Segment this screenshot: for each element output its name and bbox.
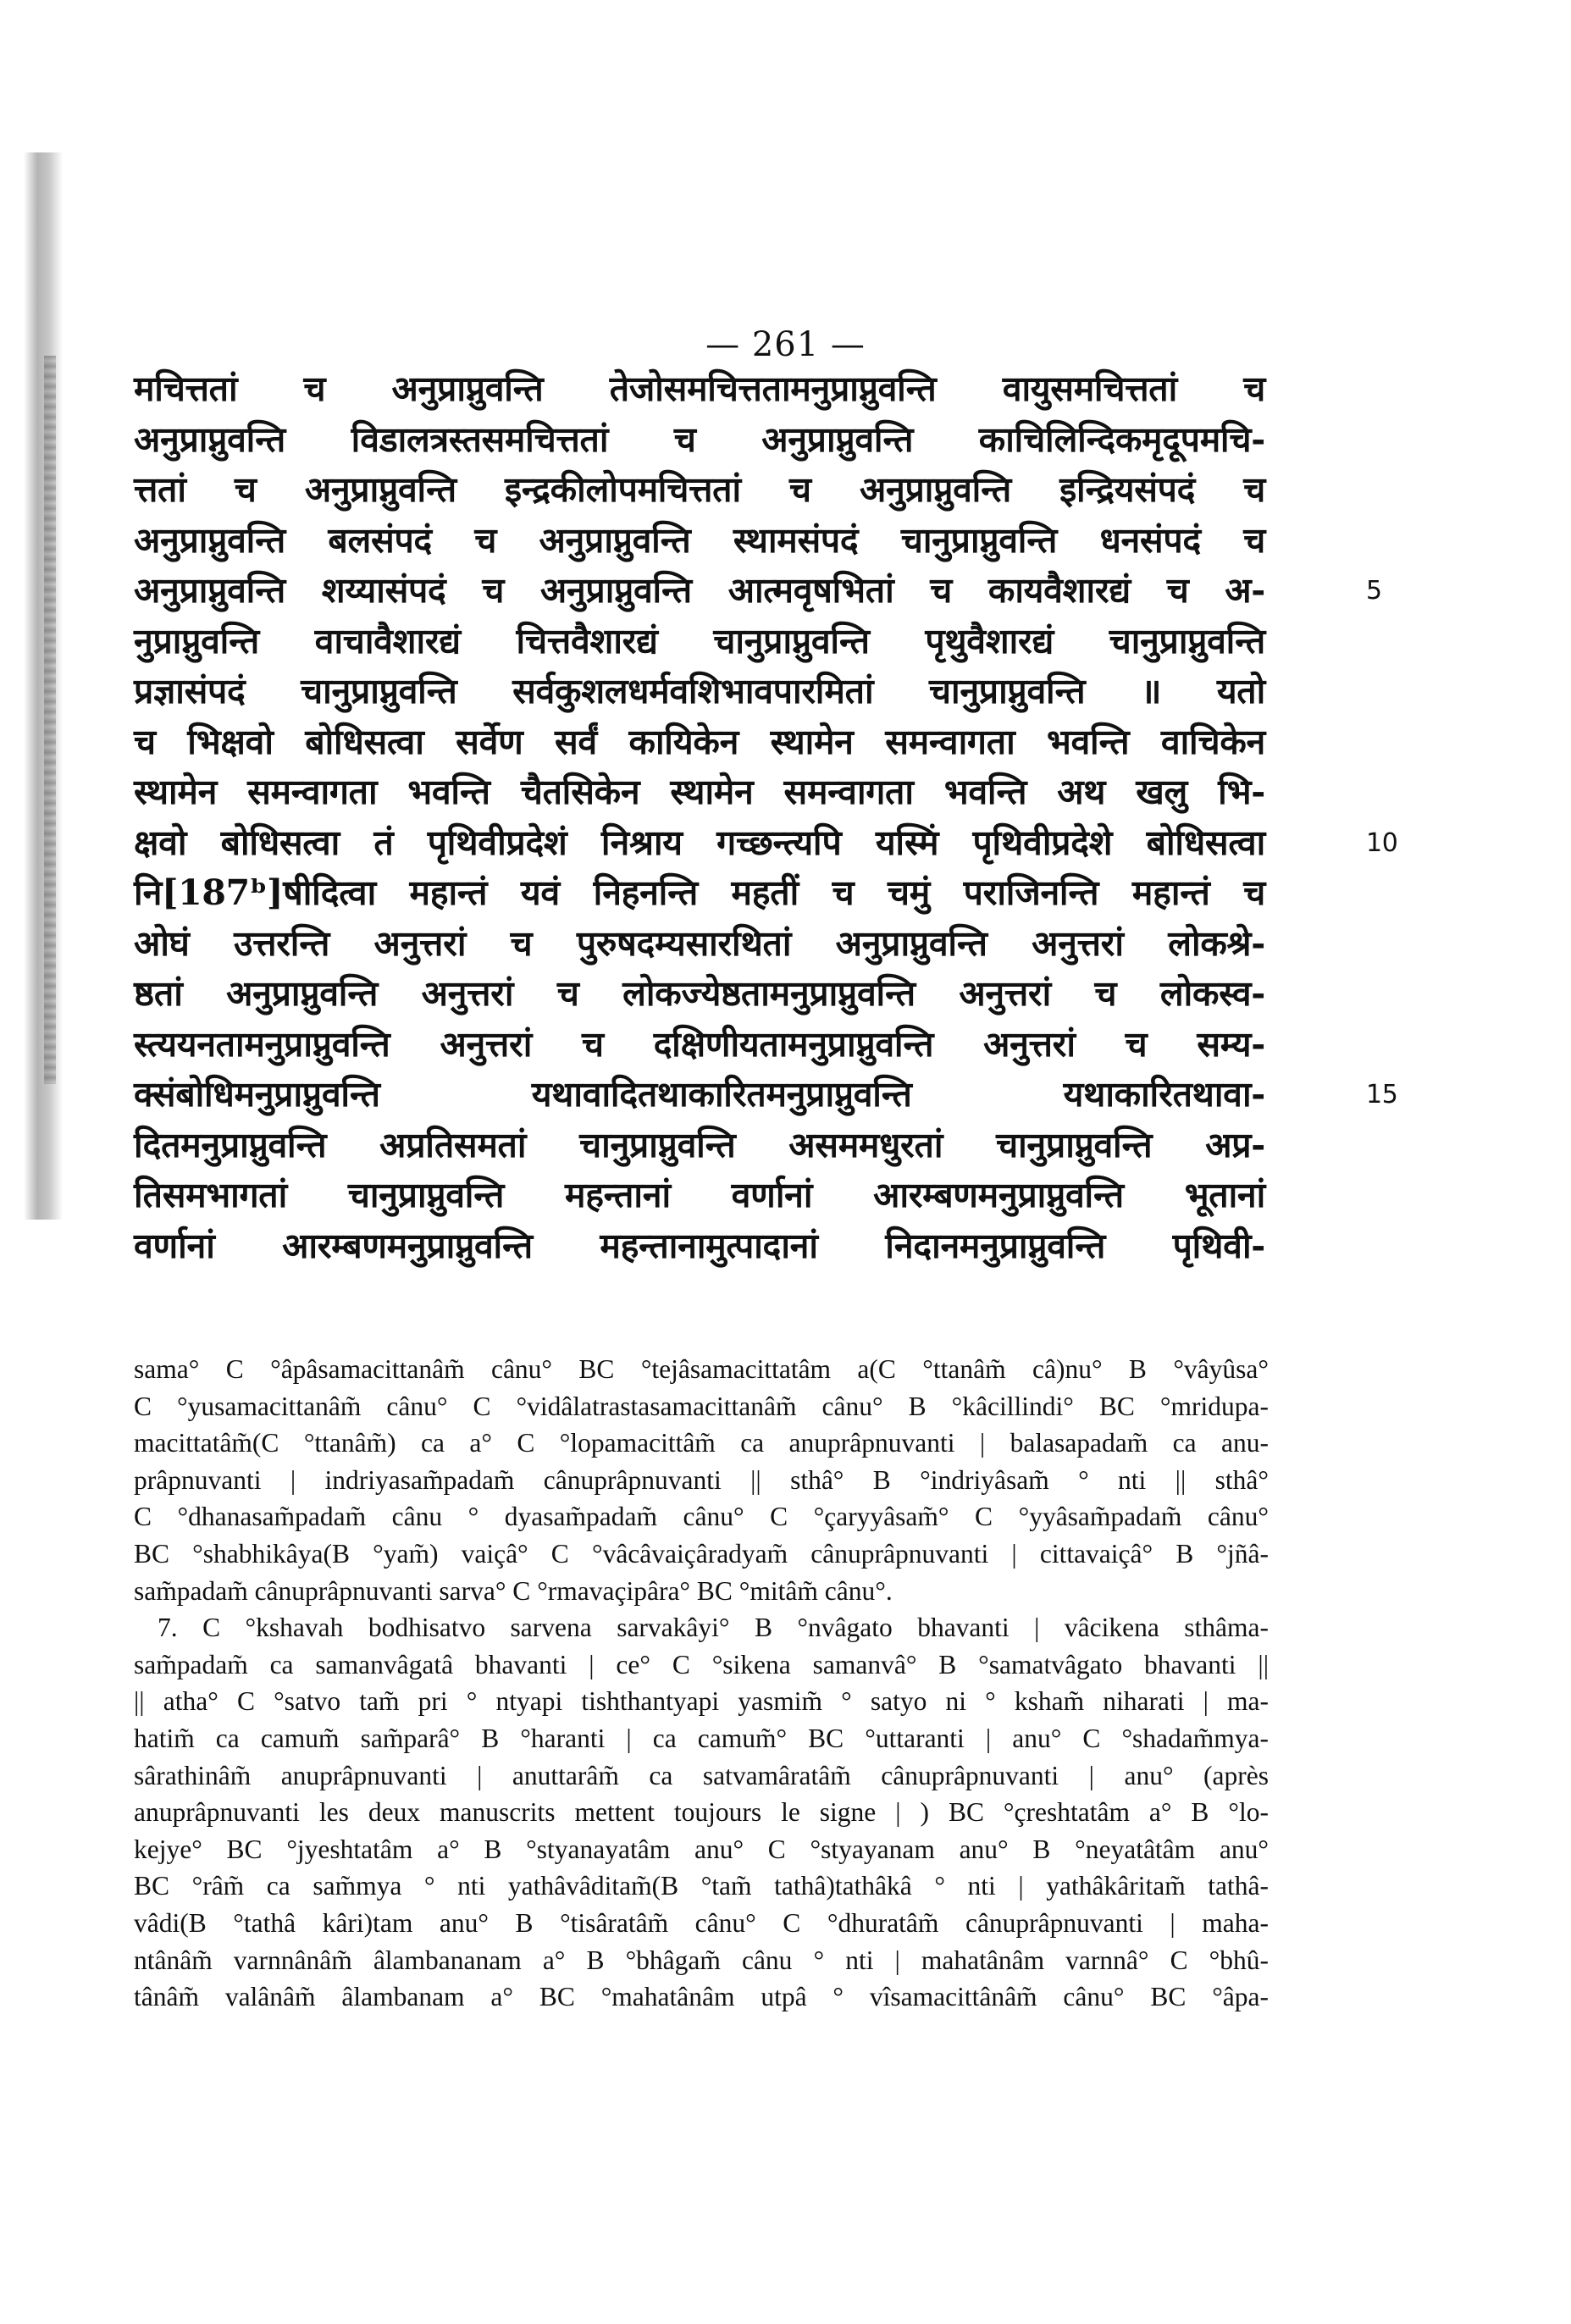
note-line: sam̃padam̃ ca samanvâgatâ bhavanti | ce° C °sikena samanvâ° B °samatvâgato bhavanti || [134,1649,1269,1679]
sanskrit-line-text: स्त्ययनतामनुप्राप्नुवन्ति अनुत्तरां च दक्षिणीयतामनुप्राप्नुवन्ति अनुत्तरां च सम्य- [134,1023,1265,1065]
sanskrit-line-text: नि[187ᵇ]षीदित्वा महान्तं यवं निहनन्ति महतीं च चमुं पराजिनन्ति महान्तं च [134,872,1265,913]
sanskrit-line [134,1020,1265,1071]
scan-binding-edge [44,356,56,1084]
note-line: macittatâm̃(C °ttanâm̃) ca a° C °lopamacittâm̃ ca anuprâpnuvanti | balasapadam̃ ca anu- [134,1428,1269,1458]
sanskrit-line [134,919,1265,970]
sanskrit-line-text: नुप्राप्नुवन्ति वाचावैशारद्यं चित्तवैशारद्यं चानुप्राप्नुवन्ति पृथुवैशारद्यं चानुप्राप्नुवन्ति [134,620,1265,661]
sanskrit-line-text: अनुप्राप्नुवन्ति बलसंपदं च अनुप्राप्नुवन्ति स्थामसंपदं चानुप्राप्नुवन्ति धनसंपदं च [134,519,1265,561]
sanskrit-line [134,1221,1265,1272]
sanskrit-line [134,516,1265,567]
sanskrit-line-text: स्थामेन समन्वागता भवन्ति चैतसिकेन स्थामेन समन्वागता भवन्ति अथ खलु भि- [134,772,1265,812]
sanskrit-line-text: क्षवो बोधिसत्वा तं पृथिवीप्रदेशं निश्राय गच्छन्त्यपि यस्मिं पृथिवीप्रदेशे बोधिसत्वा [134,822,1265,863]
sanskrit-line-text: ष्ठतां अनुप्राप्नुवन्ति अनुत्तरां च लोकज्येष्ठतामनुप्राप्नुवन्ति अनुत्तरां च लोकस्व- [134,973,1265,1014]
note-line: C °yusamacittanâm̃ cânu° C °vidâlatrastasamacittanâm̃ cânu° B °kâcillindi° BC °mridupa- [134,1391,1269,1421]
note-line: 7. C °kshavah bodhisatvo sarvena sarvakâyi° B °nvâgato bhavanti | vâcikena sthâma- [158,1613,1269,1643]
note-line: kejye° BC °jyeshtatâm a° B °styanayatâm anu° C °styayanam anu° B °neyatâtâm anu° [134,1834,1269,1864]
sanskrit-line-text: अनुप्राप्नुवन्ति विडालत्रस्तसमचित्ततां च अनुप्राप्नुवन्ति काचिलिन्दिकमृदूपमचि- [134,418,1265,460]
note-line: hatim̃ ca camum̃ sam̃parâ° B °haranti | ca camum̃° BC °uttaranti | anu° C °shadam̃mya- [134,1723,1269,1753]
sanskrit-line-text: तिसमभागतां चानुप्राप्नुवन्ति महन्तानां वर्णानां आरम्बणमनुप्राप्नुवन्ति भूतानां [134,1175,1265,1215]
line-number: 10 [1366,827,1398,858]
note-line: C °dhanasam̃padam̃ cânu ° dyasam̃padam̃ cânu° C °çaryyâsam̃° C °yyâsam̃padam̃ cânu° [134,1502,1269,1532]
page-number: — 261 — [705,325,866,364]
line-number: 15 [1366,1080,1398,1109]
sanskrit-line-text: अनुप्राप्नुवन्ति शय्यासंपदं च अनुप्राप्नुवन्ति आत्मवृषभितां च कायवैशारद्यं च अ- [134,570,1265,611]
sanskrit-line [134,415,1265,466]
sanskrit-line-text: दितमनुप्राप्नुवन्ति अप्रतिसमतां चानुप्राप्नुवन्ति असममधुरतां चानुप्राप्नुवन्ति अप्र- [134,1124,1265,1165]
sanskrit-line [134,868,1265,919]
critical-notes [134,1351,1269,2016]
sanskrit-line-text: मचित्ततां च अनुप्राप्नुवन्ति तेजोसमचित्ततामनुप्राप्नुवन्ति वायुसमचित्ततां च [134,368,1265,409]
line-number: 5 [1366,576,1382,606]
sanskrit-line-text: च भिक्षवो बोधिसत्वा सर्वेण सर्वं कायिकेन स्थामेन समन्वागता भवन्ति वाचिकेन [134,721,1265,762]
sanskrit-line [134,1070,1398,1120]
note-line: || atha° C °satvo tam̃ pri ° ntyapi tishthantyapi yasmim̃ ° satyo ni ° ksham̃ niharati | ma- [134,1686,1269,1717]
sanskrit-line [134,364,1265,415]
note-line: ntânâm̃ varnnânâm̃ âlambananam a° B °bhâgam̃ cânu ° nti | mahatânâm varnnâ° C °bhû- [134,1945,1269,1975]
sanskrit-line-text: क्संबोधिमनुप्राप्नुवन्ति यथावादितथाकारितमनुप्राप्नुवन्ति यथाकारितथावा- [134,1074,1265,1115]
note-line: BC °râm̃ ca sam̃mya ° nti yathâvâditam̃(B °tam̃ tathâ)tathâkâ ° nti | yathâkâritam̃ tathâ- [134,1871,1269,1901]
note-line: prâpnuvanti | indriyasam̃padam̃ cânuprâpnuvanti || sthâ° B °indriyâsam̃ ° nti || sthâ° [134,1464,1269,1495]
sanskrit-line [134,717,1265,768]
sanskrit-line-text: त्ततां च अनुप्राप्नुवन्ति इन्द्रकीलोपमचित्ततां च अनुप्राप्नुवन्ति इन्द्रियसंपदं च [134,469,1265,510]
scan-binding-shadow [24,152,63,1220]
note-line: sama° C °âpâsamacittanâm̃ cânu° BC °tejâsamacittatâm a(C °ttanâm̃ câ)nu° B °vâyûsa° [134,1354,1269,1384]
sanskrit-line [134,767,1265,818]
sanskrit-line [134,969,1265,1020]
note-line: anuprâpnuvanti les deux manuscrits mettent toujours le signe | ) BC °çreshtatâm a° B °lo- [134,1797,1269,1828]
sanskrit-line [134,465,1265,516]
note-line: BC °shabhikâya(B °yam̃) vaiçâ° C °vâcâvaiçâradyam̃ cânuprâpnuvanti | cittavaiçâ° B °jñâ- [134,1538,1269,1569]
sanskrit-line [134,818,1398,869]
note-line: sârathinâm̃ anuprâpnuvanti | anuttarâm̃ ca satvamâratâm̃ cânuprâpnuvanti | anu° (après [134,1760,1269,1790]
note-line: tânâm̃ valânâm̃ âlambanam a° BC °mahatânâm utpâ ° vîsamacittânâm̃ cânu° BC °âpa- [134,1982,1269,2012]
sanskrit-text-block [134,364,1398,1271]
note-line: vâdi(B °tathâ kâri)tam anu° B °tisâratâm̃ cânu° C °dhuratâm̃ cânuprâpnuvanti | maha- [134,1907,1269,1938]
sanskrit-line-text: वर्णानां आरम्बणमनुप्राप्नुवन्ति महन्तानामुत्पादानां निदानमनुप्राप्नुवन्ति पृथिवी- [134,1225,1265,1266]
sanskrit-line [134,566,1382,617]
sanskrit-line [134,1170,1265,1221]
sanskrit-line [134,667,1265,717]
sanskrit-line [134,617,1265,667]
sanskrit-line-text: प्रज्ञासंपदं चानुप्राप्नुवन्ति सर्वकुशलधर्मवशिभावपारमितां चानुप्राप्नुवन्ति ॥ यतो [134,671,1265,711]
note-line: sam̃padam̃ cânuprâpnuvanti sarva° C °rmavaçipâra° BC °mitâm̃ cânu°. [134,1575,893,1606]
sanskrit-line-text: ओघं उत्तरन्ति अनुत्तरां च पुरुषदम्यसारथितां अनुप्राप्नुवन्ति अनुत्तरां लोकश्रे- [134,922,1265,964]
sanskrit-line [134,1120,1265,1171]
